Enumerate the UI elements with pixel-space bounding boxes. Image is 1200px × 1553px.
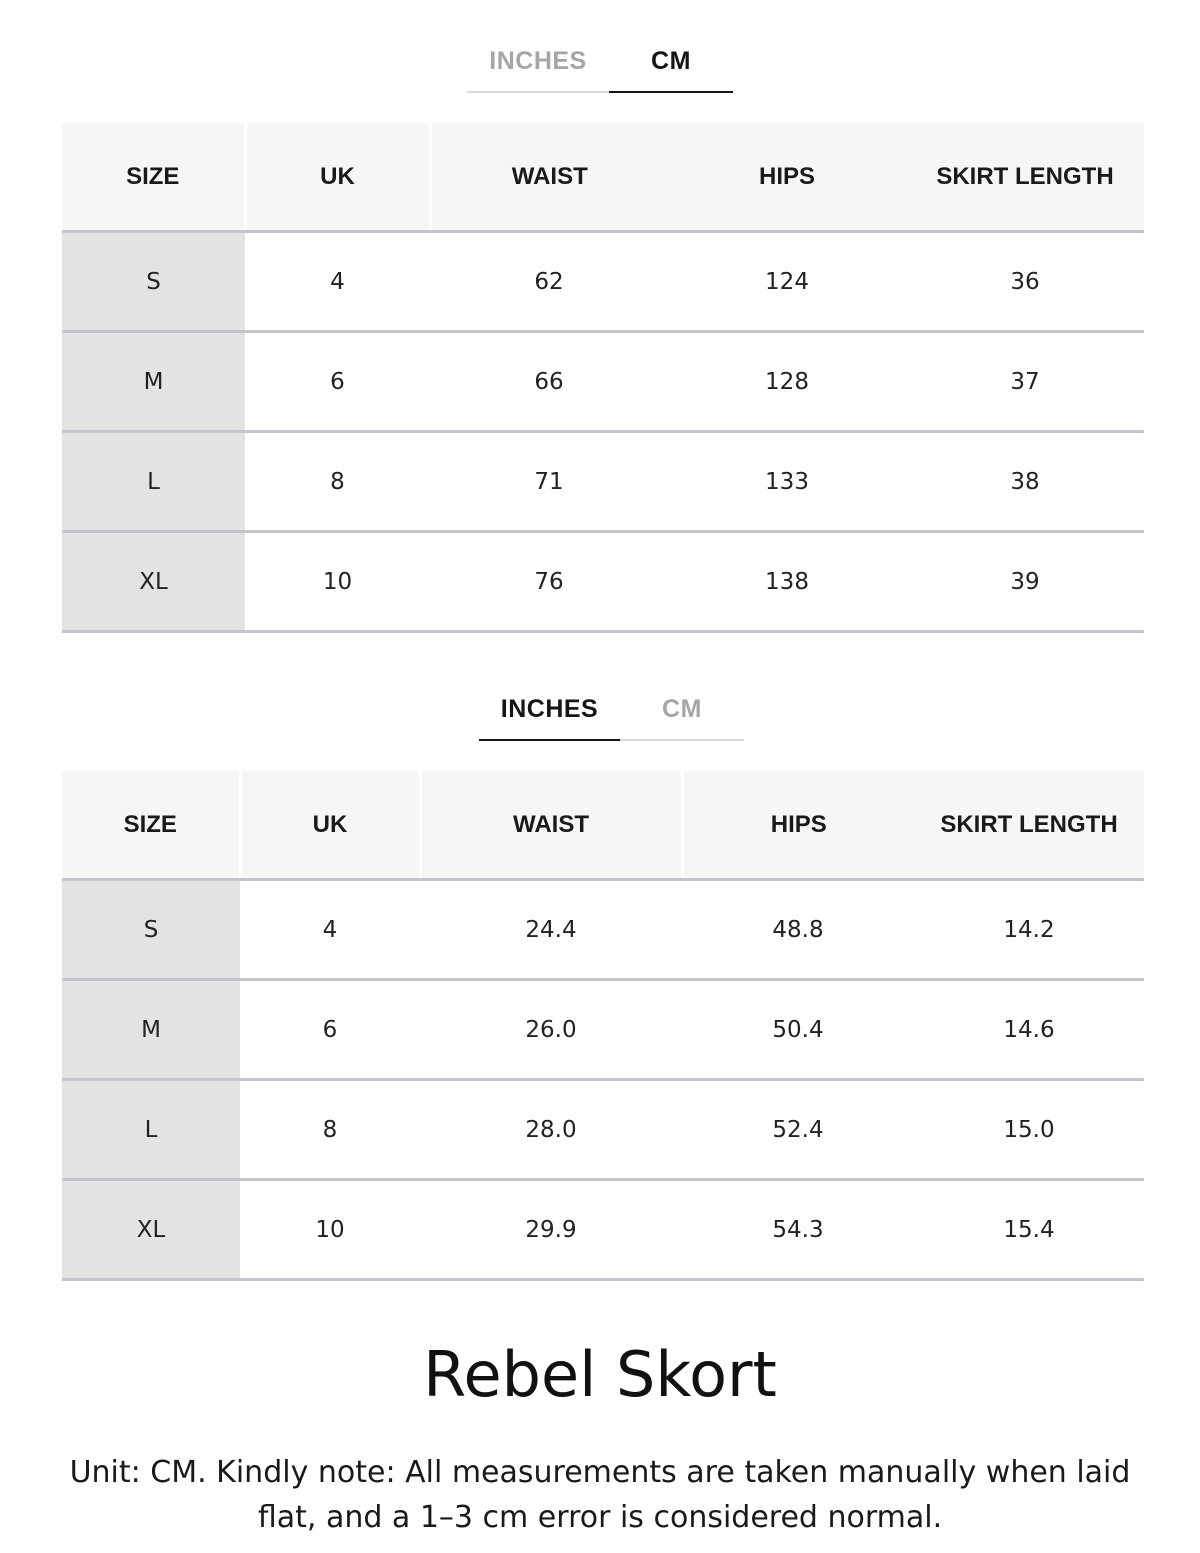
cell-size: L [62, 432, 245, 532]
size-table-cm [62, 123, 1144, 633]
cell-skirt-length: 37 [906, 332, 1144, 432]
cell-size: M [62, 332, 245, 432]
cell-skirt-length: 39 [906, 532, 1144, 632]
cell-size: XL [62, 532, 245, 632]
cell-skirt-length: 14.6 [914, 980, 1144, 1080]
cell-skirt-length: 14.2 [914, 880, 1144, 980]
table-row [62, 332, 1144, 432]
cell-hips: 50.4 [682, 980, 914, 1080]
cell-uk: 4 [245, 232, 430, 332]
cell-waist: 29.9 [420, 1180, 682, 1280]
tab-inches[interactable]: INCHES [479, 693, 620, 741]
cell-waist: 66 [430, 332, 668, 432]
cell-hips: 52.4 [682, 1080, 914, 1180]
cell-waist: 24.4 [420, 880, 682, 980]
table-header-row [62, 771, 1144, 880]
cell-size: XL [62, 1180, 240, 1280]
table-row [62, 232, 1144, 332]
cell-skirt-length: 36 [906, 232, 1144, 332]
cell-size: L [62, 1080, 240, 1180]
cell-waist: 71 [430, 432, 668, 532]
measurement-note [50, 1450, 1150, 1540]
cell-waist: 76 [430, 532, 668, 632]
note-line-2: flat, and a 1–3 cm error is considered normal. [257, 1500, 943, 1535]
cell-size: M [62, 980, 240, 1080]
size-table-inches [62, 771, 1144, 1281]
cell-uk: 6 [245, 332, 430, 432]
cell-skirt-length: 15.0 [914, 1080, 1144, 1180]
cell-hips: 54.3 [682, 1180, 914, 1280]
table-row [62, 432, 1144, 532]
unit-tabs-cm-table [467, 45, 733, 93]
header-size: SIZE [62, 771, 240, 880]
table-row [62, 1080, 1144, 1180]
cell-size: S [62, 232, 245, 332]
unit-tabs-inches-table [479, 693, 744, 741]
product-title: Rebel Skort [423, 1338, 777, 1411]
tab-cm[interactable]: CM [620, 693, 744, 741]
table-row [62, 980, 1144, 1080]
tab-cm[interactable]: CM [609, 45, 733, 93]
cell-uk: 6 [240, 980, 420, 1080]
header-uk: UK [245, 123, 430, 232]
header-skirt-length: SKIRT LENGTH [906, 123, 1144, 232]
cell-hips: 48.8 [682, 880, 914, 980]
cell-skirt-length: 38 [906, 432, 1144, 532]
table-row [62, 1180, 1144, 1280]
cell-waist: 26.0 [420, 980, 682, 1080]
header-waist: WAIST [430, 123, 668, 232]
header-hips: HIPS [668, 123, 906, 232]
cell-waist: 28.0 [420, 1080, 682, 1180]
cell-hips: 138 [668, 532, 906, 632]
cell-uk: 8 [240, 1080, 420, 1180]
table-row [62, 880, 1144, 980]
cell-uk: 10 [245, 532, 430, 632]
header-size: SIZE [62, 123, 245, 232]
cell-hips: 124 [668, 232, 906, 332]
table-header-row [62, 123, 1144, 232]
cell-hips: 128 [668, 332, 906, 432]
header-hips: HIPS [682, 771, 914, 880]
header-waist: WAIST [420, 771, 682, 880]
table-row [62, 532, 1144, 632]
cell-uk: 4 [240, 880, 420, 980]
cell-uk: 8 [245, 432, 430, 532]
cell-hips: 133 [668, 432, 906, 532]
cell-uk: 10 [240, 1180, 420, 1280]
header-skirt-length: SKIRT LENGTH [914, 771, 1144, 880]
cell-waist: 62 [430, 232, 668, 332]
note-line-1: Unit: CM. Kindly note: All measurements are taken manually when laid [69, 1455, 1131, 1490]
header-uk: UK [240, 771, 420, 880]
tab-inches[interactable]: INCHES [467, 45, 609, 93]
cell-skirt-length: 15.4 [914, 1180, 1144, 1280]
cell-size: S [62, 880, 240, 980]
